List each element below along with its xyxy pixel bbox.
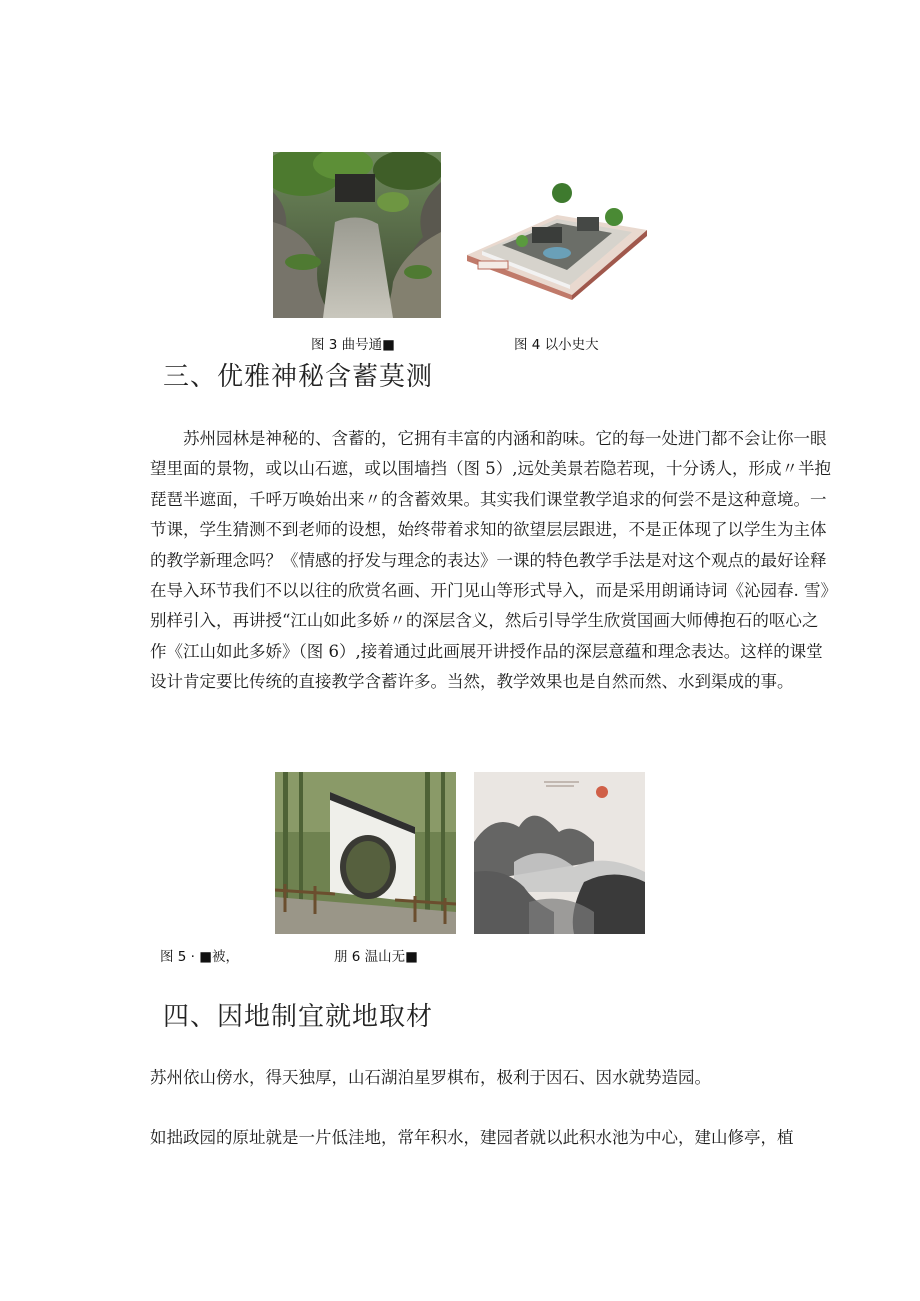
section-3-heading: 三、优雅神秘含蓄莫测 bbox=[163, 362, 434, 392]
paragraph-line: 在导入环节我们不以以往的欣赏名画、开门见山等形式导入，而是采用朗诵诗词《沁园春. 雪》 bbox=[150, 580, 837, 600]
paragraph-line: 节课，学生猜测不到老师的设想，始终带着求知的欲望层层跟进，不是正体现了以学生为主体 bbox=[150, 520, 827, 540]
figure-6-image bbox=[474, 772, 645, 934]
figure-3-caption: 图 3 曲号通■ bbox=[311, 337, 395, 353]
figure-5-caption: 图 5 · ■被， bbox=[160, 949, 240, 965]
section-4-heading: 四、因地制宜就地取材 bbox=[163, 1002, 434, 1032]
figure-6-caption: 朋 6 温山无■ bbox=[334, 949, 418, 965]
figure-4-image bbox=[462, 175, 652, 300]
section-3-paragraph bbox=[150, 424, 837, 698]
paragraph-line: 设计肯定要比传统的直接教学含蓄许多。当然，教学效果也是自然而然、水到渠成的事。 bbox=[150, 672, 794, 692]
figure-3-image bbox=[273, 152, 441, 318]
section-4-paragraph-1: 苏州依山傍水，得天独厚，山石湖泊星罗棋布，极利于因石、因水就势造园。 bbox=[150, 1068, 711, 1087]
figure-4-caption: 图 4 以小史大 bbox=[514, 337, 599, 353]
paragraph-line: 作《江山如此多娇》（图 6）,接着通过此画展开讲授作品的深层意蕴和理念表达。这样的课堂 bbox=[150, 641, 823, 661]
figure-5-image bbox=[275, 772, 456, 934]
paragraph-line: 琵琶半遮面，千呼万唤始出来〃的含蓄效果。其实我们课堂教学追求的何尝不是这种意境。一 bbox=[150, 489, 827, 509]
paragraph-line: 苏州园林是神秘的、含蓄的，它拥有丰富的内涵和韵味。它的每一处进门都不会让你一眼 bbox=[150, 429, 827, 448]
paragraph-line: 别样引入，再讲授“江山如此多娇〃的深层含义，然后引导学生欣赏国画大师傅抱石的呕心之 bbox=[150, 611, 819, 631]
paragraph-line: 的教学新理念吗？《情感的抒发与理念的表达》一课的特色教学手法是对这个观点的最好诠释 bbox=[150, 550, 827, 570]
paragraph-line: 望里面的景物，或以山石遮，或以围墙挡（图 5）,远处美景若隐若现，十分诱人，形成〃半抱 bbox=[150, 459, 831, 479]
section-4-paragraph-2: 如拙政园的原址就是一片低洼地，常年积水，建园者就以此积水池为中心，建山修亭，植 bbox=[150, 1128, 794, 1147]
